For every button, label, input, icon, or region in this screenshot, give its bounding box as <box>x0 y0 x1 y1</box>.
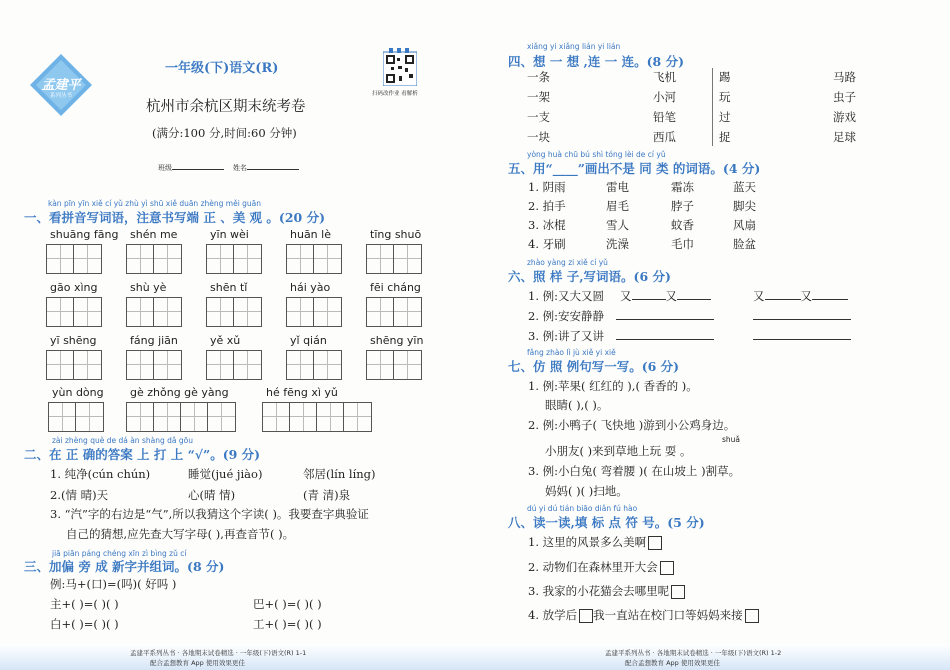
s1-writing-grid[interactable] <box>366 350 422 380</box>
punct-box-4[interactable] <box>579 609 593 623</box>
grid-cell[interactable] <box>74 351 101 379</box>
s8-l1: 1. 这里的风景多么美啊 <box>528 534 662 550</box>
grid-cell[interactable] <box>154 403 181 431</box>
s5-word[interactable]: 眉毛 <box>606 199 629 213</box>
s5-row-first-word[interactable]: 1. 阴雨 <box>528 180 566 194</box>
grid-cell[interactable] <box>314 245 341 273</box>
s5-word[interactable]: 洗澡 <box>606 237 629 251</box>
s7-l1: 1. 例:苹果( 红红的 ),( 香香的 )。 <box>528 379 698 393</box>
grid-cell[interactable] <box>208 403 235 431</box>
s5-word[interactable]: 脖子 <box>671 199 694 213</box>
grid-cell[interactable] <box>154 351 181 379</box>
s7-shua-pinyin: shuǎ <box>722 435 741 444</box>
s1-writing-grid[interactable] <box>206 244 262 274</box>
s1-writing-grid[interactable] <box>46 350 102 380</box>
class-field[interactable]: 班级 <box>158 163 224 173</box>
s5-word[interactable]: 脚尖 <box>733 199 756 213</box>
s5-word[interactable]: 霜冻 <box>671 180 694 194</box>
s3-row1a[interactable]: 主+( )=( )( ) <box>50 597 119 611</box>
s4-col3-item[interactable]: 玩 <box>719 90 731 104</box>
grid-cell[interactable] <box>287 245 314 273</box>
grid-cell[interactable] <box>127 403 154 431</box>
exam-title: 杭州市余杭区期末统考卷 <box>146 99 306 115</box>
grid-cell[interactable] <box>74 245 101 273</box>
s6-e2[interactable]: 2. 例:安安静静 <box>528 308 714 324</box>
s8-l4: 4. 放学后 我一直站在校门口等妈妈来接 <box>528 607 759 623</box>
s5-word[interactable]: 脸盆 <box>733 237 756 251</box>
s2-pinyin: zài zhèng què de dá àn shàng dǎ gōu <box>52 436 193 445</box>
s6-title: 六、照 样 子,写词语。(6 分) <box>508 269 671 284</box>
s4-col2-item[interactable]: 飞机 <box>653 70 676 84</box>
footer-left-line2: 配合孟想教育 App 使用效果更佳 <box>150 659 245 667</box>
logo-text: 孟建平 <box>41 78 81 93</box>
s5-word[interactable]: 蓝天 <box>733 180 756 194</box>
grid-cell[interactable] <box>367 298 394 326</box>
s1-writing-grid[interactable] <box>46 244 102 274</box>
s7-title: 七、仿 照 例句写一写。(6 分) <box>508 359 680 374</box>
s1-pinyin-label: yǐ qián <box>290 334 327 347</box>
s6-e3-line2[interactable] <box>753 339 851 340</box>
s4-col3-item[interactable]: 踢 <box>719 70 731 84</box>
grid-cell[interactable] <box>207 298 234 326</box>
s1-pinyin-label: shù yè <box>130 281 167 294</box>
s7-l2: 2. 例:小鸭子( 飞快地 )游到小公鸡身边。 <box>528 418 736 432</box>
grid-cell[interactable] <box>127 245 154 273</box>
grid-cell[interactable] <box>234 298 261 326</box>
s4-col3-item[interactable]: 捉 <box>719 130 731 144</box>
grid-cell[interactable] <box>154 298 181 326</box>
s5-word[interactable]: 雪人 <box>606 218 629 232</box>
s2-q2b[interactable]: 心(晴 情) <box>188 488 236 502</box>
grid-cell[interactable] <box>181 403 208 431</box>
grid-cell[interactable] <box>234 245 261 273</box>
s1-pinyin-label: shén me <box>130 228 178 241</box>
footer-left-line1: 孟建平系列丛书 · 各地期末试卷精选 · 一年级(下)语文(R) 1-1 <box>130 649 307 657</box>
s2-q3-cont[interactable]: 自己的猜想,应先查大写字母( ),再查音节( )。 <box>66 527 295 541</box>
grid-cell[interactable] <box>290 403 317 431</box>
s1-writing-grid[interactable] <box>286 244 342 274</box>
footer-right-line1: 孟建平系列丛书 · 各地期末试卷精选 · 一年级(下)语文(R) 1-2 <box>605 649 782 657</box>
s6-e3[interactable]: 3. 例:讲了又讲 <box>528 328 714 344</box>
s5-word[interactable]: 风扇 <box>733 218 756 232</box>
s4-col4-item[interactable]: 虫子 <box>833 90 856 104</box>
grid-cell[interactable] <box>154 245 181 273</box>
s4-col2-item[interactable]: 西瓜 <box>653 130 676 144</box>
s5-word[interactable]: 雷电 <box>606 180 629 194</box>
grid-cell[interactable] <box>74 298 101 326</box>
s2-q2a[interactable]: 2.(情 晴)天 <box>50 488 109 502</box>
s4-title: 四、想 一 想 ,连 一 连。(8 分) <box>508 54 684 69</box>
s4-col4-item[interactable]: 马路 <box>833 70 856 84</box>
s7-pinyin: fǎng zhào lì jù xiě yi xiě <box>527 348 616 357</box>
s7-l2b[interactable]: 小朋友( )来到草地上玩 耍 。 <box>545 444 692 458</box>
s8-pinyin: dú yi dú tián biāo diǎn fú hào <box>527 504 638 513</box>
s3-row1b[interactable]: 巴+( )=( )( ) <box>253 597 322 611</box>
s6-e1[interactable]: 1. 例:又大又圆 又 又 <box>528 288 711 304</box>
grid-cell[interactable] <box>47 298 74 326</box>
s1-pinyin: kàn pīn yīn xiě cí yǔ zhù yì shū xiě duān zhèng měi guān <box>48 199 262 208</box>
grid-cell[interactable] <box>207 245 234 273</box>
grid-cell[interactable] <box>394 298 421 326</box>
grid-cell[interactable] <box>234 351 261 379</box>
s1-writing-grid[interactable] <box>286 297 342 327</box>
grid-cell[interactable] <box>314 351 341 379</box>
s5-row-first-word[interactable]: 3. 冰棍 <box>528 218 566 232</box>
s4-col1-item[interactable]: 一块 <box>527 130 550 144</box>
s4-pinyin: xiǎng yi xiǎng lián yi lián <box>527 42 621 51</box>
s5-pinyin: yòng huà chū bú shì tóng lèi de cí yǔ <box>527 150 666 159</box>
s5-row-first-word[interactable]: 2. 拍手 <box>528 199 566 213</box>
grid-cell[interactable] <box>394 351 421 379</box>
punct-box-3[interactable] <box>671 585 685 599</box>
s4-col2-item[interactable]: 铅笔 <box>653 110 676 124</box>
grid-cell[interactable] <box>207 351 234 379</box>
footer-right <box>475 644 950 670</box>
s1-pinyin-label: shēng yīn <box>370 334 424 347</box>
grid-cell[interactable] <box>49 403 76 431</box>
grid-cell[interactable] <box>287 298 314 326</box>
grid-cell[interactable] <box>314 298 341 326</box>
s1-pinyin-label: hái yào <box>290 281 331 294</box>
qr-caption: 扫码改作业 看解析 <box>372 91 418 97</box>
s8-l3: 3. 我家的小花猫会去哪里呢 <box>528 583 685 599</box>
grid-cell[interactable] <box>317 403 344 431</box>
s1-writing-grid[interactable] <box>366 244 422 274</box>
grid-cell[interactable] <box>127 351 154 379</box>
s1-pinyin-label: tīng shuō <box>370 228 422 241</box>
punct-box-2[interactable] <box>660 561 674 575</box>
s1-title: 一、看拼音写词语，注意书写端 正 、美 观 。(20 分) <box>24 210 325 225</box>
grid-cell[interactable] <box>47 245 74 273</box>
s6-e1-second[interactable]: 又 又 <box>753 288 848 304</box>
grid-cell[interactable] <box>367 351 394 379</box>
s1-writing-grid[interactable] <box>286 350 342 380</box>
s2-title: 二、在 正 确的答案 上 打 上 “√”。(9 分) <box>24 447 261 462</box>
punct-box-5[interactable] <box>745 609 759 623</box>
s5-word[interactable]: 蚊香 <box>671 218 694 232</box>
s1-writing-grid[interactable] <box>126 297 182 327</box>
s3-row2b[interactable]: 工+( )=( )( ) <box>253 617 322 631</box>
s4-col1-item[interactable]: 一条 <box>527 70 550 84</box>
s2-q2c[interactable]: (青 清)泉 <box>303 488 351 502</box>
s1-writing-grid[interactable] <box>126 402 236 432</box>
s1-writing-grid[interactable] <box>46 297 102 327</box>
s1-pinyin-label: fáng jiān <box>130 334 178 347</box>
s1-pinyin-label: gè zhǒng gè yàng <box>130 386 229 399</box>
s1-pinyin-label: fēi cháng <box>370 281 421 294</box>
s2-q1c[interactable]: 邻居(lín líng) <box>303 467 376 481</box>
page-right <box>475 0 950 670</box>
s1-writing-grid[interactable] <box>206 297 262 327</box>
s3-title: 三、加偏 旁 成 新字并组词。(8 分) <box>24 559 225 574</box>
footer-right-line2: 配合孟想教育 App 使用效果更佳 <box>625 659 720 667</box>
grid-cell[interactable] <box>287 351 314 379</box>
s1-pinyin-label: shēn tǐ <box>210 281 248 294</box>
s8-l2: 2. 动物们在森林里开大会 <box>528 559 674 575</box>
s2-q1b[interactable]: 睡觉(jué jiào) <box>188 467 263 481</box>
grid-cell[interactable] <box>367 245 394 273</box>
s7-l3b[interactable]: 妈妈( )( )扫地。 <box>545 484 628 498</box>
s1-pinyin-label: yě xǔ <box>210 334 241 347</box>
s4-col1-item[interactable]: 一架 <box>527 90 550 104</box>
name-field[interactable]: 姓名 <box>233 163 299 173</box>
s3-pinyin: jiā piān páng chéng xīn zì bìng zǔ cí <box>52 549 187 558</box>
s5-word[interactable]: 毛巾 <box>671 237 694 251</box>
punct-box-1[interactable] <box>648 536 662 550</box>
brand-logo <box>28 52 94 118</box>
s4-col1-item[interactable]: 一支 <box>527 110 550 124</box>
grid-cell[interactable] <box>394 245 421 273</box>
s1-pinyin-label: gāo xìng <box>50 281 98 294</box>
s1-writing-grid[interactable] <box>48 402 104 432</box>
s4-col3-item[interactable]: 过 <box>719 110 731 124</box>
s1-pinyin-label: hé fēng xì yǔ <box>266 386 338 399</box>
grid-cell[interactable] <box>47 351 74 379</box>
s1-writing-grid[interactable] <box>366 297 422 327</box>
s1-pinyin-label: yīn wèi <box>210 228 249 241</box>
s7-l1b[interactable]: 眼睛( ),( )。 <box>545 398 609 412</box>
s3-example: 例:马+(口)=(吗)( 好吗 ) <box>50 577 177 591</box>
logo-subtext: 系列丛书 <box>49 93 72 99</box>
s1-writing-grid[interactable] <box>262 402 372 432</box>
s1-writing-grid[interactable] <box>126 244 182 274</box>
s5-title: 五、用“____”画出不是 同 类 的词语。(4 分) <box>508 161 761 176</box>
s8-title: 八、读一读,填 标 点 符 号。(5 分) <box>508 515 705 530</box>
s1-pinyin-label: shuāng fāng <box>50 228 119 241</box>
grid-cell[interactable] <box>344 403 371 431</box>
grade-title: 一年级(下)语文(R) <box>165 61 279 76</box>
s1-writing-grid[interactable] <box>206 350 262 380</box>
s7-l3: 3. 例:小白兔( 弯着腰 )( 在山坡上 )割草。 <box>528 464 741 478</box>
s1-writing-grid[interactable] <box>126 350 182 380</box>
s1-pinyin-label: yī shēng <box>50 334 97 347</box>
s1-pinyin-label: huān lè <box>290 228 331 241</box>
s2-q1a[interactable]: 1. 纯净(cún chún) <box>50 467 151 481</box>
grid-cell[interactable] <box>76 403 103 431</box>
s4-divider <box>712 68 713 146</box>
s5-row-first-word[interactable]: 4. 牙刷 <box>528 237 566 251</box>
s3-row2a[interactable]: 白+( )=( )( ) <box>50 617 119 631</box>
footer-left <box>0 644 475 670</box>
s1-pinyin-label: yùn dòng <box>52 386 104 399</box>
s4-col4-item[interactable]: 足球 <box>833 130 856 144</box>
grid-cell[interactable] <box>263 403 290 431</box>
s6-pinyin: zhào yàng zi xiě cí yǔ <box>527 258 608 267</box>
score-time: (满分:100 分,时间:60 分钟) <box>152 126 297 140</box>
s2-q3[interactable]: 3. “汽”字的右边是“气”,所以我猜这个字读( )。我要查字典验证 <box>50 507 369 521</box>
s6-e2-line2[interactable] <box>753 319 851 320</box>
s4-col4-item[interactable]: 游戏 <box>833 110 856 124</box>
qr-code[interactable] <box>383 48 417 86</box>
grid-cell[interactable] <box>127 298 154 326</box>
s4-col2-item[interactable]: 小河 <box>653 90 676 104</box>
